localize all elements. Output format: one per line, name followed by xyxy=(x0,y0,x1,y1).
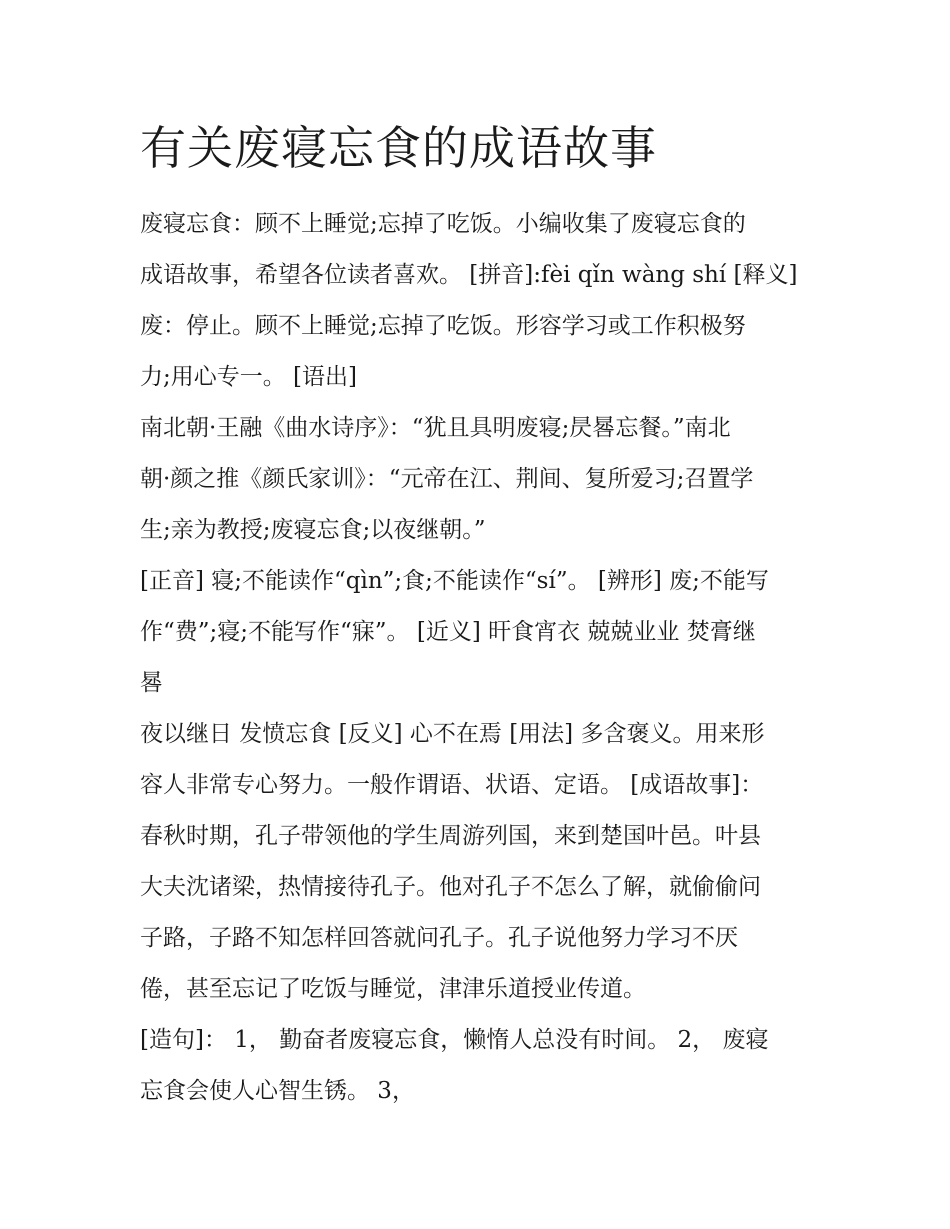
body-line: 成语故事，希望各位读者喜欢。 [拼音]:fèi qǐn wàng shí [释义] xyxy=(140,262,798,288)
body-line: 生;亲为教授;废寝忘食;以夜继朝。” xyxy=(140,517,486,543)
body-line: 夜以继日 发愤忘食 [反义] 心不在焉 [用法] 多含褒义。用来形 xyxy=(140,721,765,747)
body-line: 子路，子路不知怎样回答就问孔子。孔子说他努力学习不厌 xyxy=(140,925,738,951)
document-body xyxy=(140,199,830,1117)
body-line: 作“费”;寝;不能写作“寐”。 [近义] 旰食宵衣 兢兢业业 焚膏继 xyxy=(140,619,756,645)
body-line: 力;用心专一。 [语出] xyxy=(140,364,358,390)
body-line: 晷 xyxy=(140,670,163,696)
body-line: 大夫沈诸梁，热情接待孔子。他对孔子不怎么了解，就偷偷问 xyxy=(140,874,761,900)
body-line: 南北朝·王融《曲水诗序》：“犹且具明废寝;昃晷忘餐。”南北 xyxy=(140,415,731,441)
body-line: 容人非常专心努力。一般作谓语、状语、定语。 [成语故事]： xyxy=(140,772,764,798)
body-line: 忘食会使人心智生锈。 3， xyxy=(140,1078,415,1104)
body-line: 废：停止。顾不上睡觉;忘掉了吃饭。形容学习或工作积极努 xyxy=(140,313,746,339)
body-line: 废寝忘食：顾不上睡觉;忘掉了吃饭。小编收集了废寝忘食的 xyxy=(140,211,746,237)
body-line: [造句]： 1， 勤奋者废寝忘食，懒惰人总没有时间。 2， 废寝 xyxy=(140,1027,769,1053)
document-title: 有关废寝忘食的成语故事 xyxy=(140,121,657,175)
body-line: 倦，甚至忘记了吃饭与睡觉，津津乐道授业传道。 xyxy=(140,976,646,1002)
body-line: 朝·颜之推《颜氏家训》：“元帝在江、荆间、复所爱习;召置学 xyxy=(140,466,754,492)
body-line: 春秋时期，孔子带领他的学生周游列国，来到楚国叶邑。叶县 xyxy=(140,823,761,849)
body-line: [正音] 寝;不能读作“qìn”;食;不能读作“sí”。 [辨形] 废;不能写 xyxy=(140,568,769,594)
